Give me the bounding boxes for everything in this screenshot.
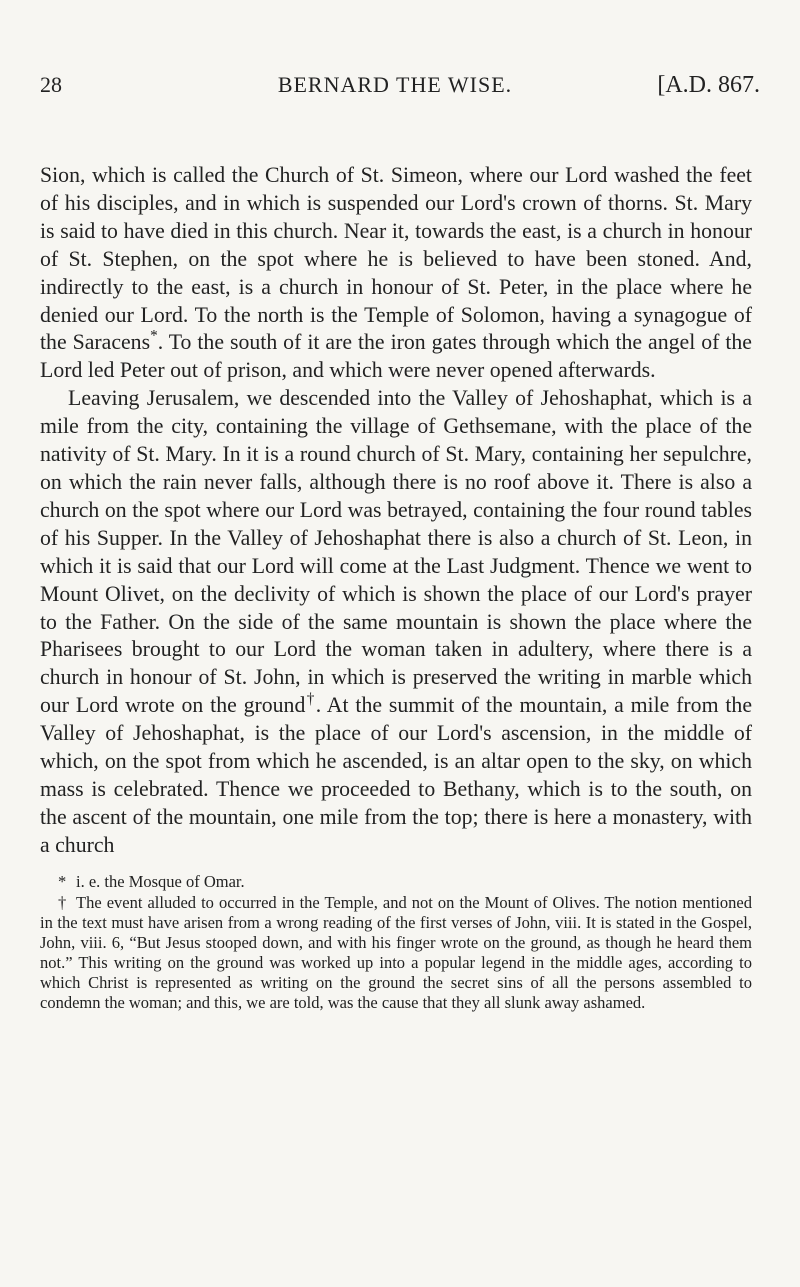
paragraph-text: Leaving Jerusalem, we descended into the Valley of Jehoshaphat, which is a mile from the city, containing the village of Gethsemane, with the place of the nativity of St. Mary. In it is a round church of St. Mary, containing her sepulchre, on which the rain never falls, although there is no roof above it. There is also a church on the spot where our Lord was betrayed, containing the four round tables of his Supper. In the Valley of Jehoshaphat there is also a church of St. Leon, in which it is said that our Lord will come at the Last Judgment. Thence we went to Mount Olivet, on the declivity of which is shown the place of our Lord's prayer to the Father. On the side of the same mountain is shown the place where the Pharisees brought to our Lord the woman taken in adultery, where there is a church in honour of St. John, in which is preserved the writing in marble which our Lord wrote on the ground: [40, 386, 752, 718]
paragraph-text: . At the summit of the mountain, a mile from the Valley of Jehoshaphat, is the place of our Lord's ascension, in the middle of which, on the spot from which he ascended, is an altar open to the sky, on which mass is celebrated. Thence we proceeded to Bethany, which is to the south, on the ascent of the mountain, one mile from the top; there is here a monastery, with a church: [40, 693, 752, 857]
paragraph-text: . To the south of it are the iron gates through which the angel of the Lord led Peter out of prison, and which were never opened afterwards.: [40, 330, 752, 383]
paragraph: [40, 385, 752, 859]
running-title: BERNARD THE WISE.: [277, 72, 513, 97]
footnote: [40, 872, 752, 892]
footnote-marker: *: [58, 871, 67, 891]
paragraph: [40, 162, 752, 385]
footnote-reference: †: [305, 690, 316, 708]
footnote-text: The event alluded to occurred in the Temple, and not on the Mount of Olives. The notion mentioned in the text must have arisen from a wrong reading of the first verses of John, viii. It is stated in the Gospel, John, viii. 6, “But Jesus stooped down, and with his finger wrote on the ground, as though he heard them not.” This writing on the ground was worked up into a popular legend in the middle ages, according to which Christ is represented as writing on the ground the secret sins of all the persons assembled to condemn the woman; and this, we are told, was the cause that they all slunk away ashamed.: [40, 892, 752, 1012]
page-header: [40, 72, 760, 98]
page-number: 28: [40, 72, 62, 97]
main-text: [40, 162, 760, 860]
header-date: [A.D. 867.: [657, 72, 760, 98]
footnote-text: i. e. the Mosque of Omar.: [76, 871, 245, 891]
footnote-reference: *: [150, 328, 158, 346]
footnote: [40, 893, 752, 1013]
paragraph-text: Sion, which is called the Church of St. Simeon, where our Lord washed the feet of his disciples, and in which is suspended our Lord's crown of thorns. St. Mary is said to have died in this church. Near it, towards the east, is a church in honour of St. Stephen, on the spot where he is believed to have been stoned. And, indirectly to the east, is a church in honour of St. Peter, in the place where he denied our Lord. To the north is the Temple of Solomon, having a synagogue of the Saracens: [40, 163, 752, 355]
footnote-marker: †: [58, 892, 67, 912]
footnotes: [40, 872, 760, 1013]
